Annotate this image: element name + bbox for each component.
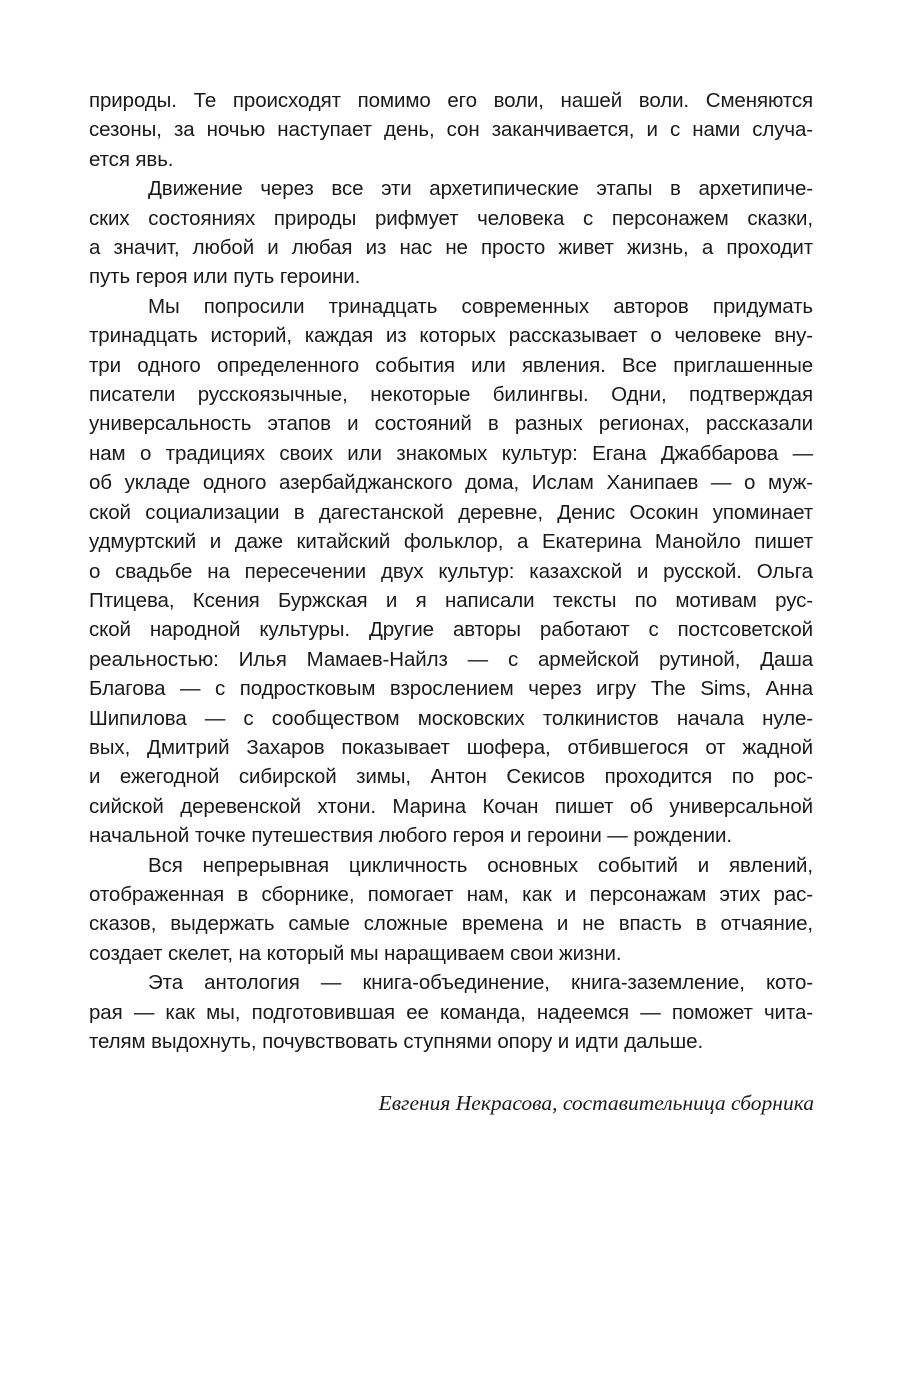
paragraph-3: [89, 292, 813, 851]
text-line: писатели русскоязычные, некоторые билингвы. Одни, подтверждая: [89, 383, 813, 407]
paragraph-5: [89, 968, 813, 1056]
text-line: ется явь.: [89, 147, 174, 171]
text-line: сказов, выдержать самые сложные времена и не впасть в отчаяние,: [89, 912, 813, 936]
text-line: отображенная в сборнике, помогает нам, как и персонажам этих рас-: [89, 882, 813, 906]
text-line: сезоны, за ночью наступает день, сон заканчивается, и с нами случа-: [89, 118, 813, 142]
text-line: рая — как мы, подготовившая ее команда, надеемся — поможет чита-: [89, 1000, 813, 1024]
text-line: удмуртский и даже китайский фольклор, а Екатерина Манойло пишет: [89, 530, 813, 554]
text-line: путь героя или путь героини.: [89, 265, 361, 289]
text-line: Движение через все эти архетипические этапы в архетипиче-: [148, 177, 813, 201]
paragraph-1: [89, 86, 813, 174]
text-line: вых, Дмитрий Захаров показывает шофера, отбившегося от жадной: [89, 735, 813, 759]
text-line: три одного определенного события или явления. Все приглашенные: [89, 353, 813, 377]
text-line: Мы попросили тринадцать современных авторов придумать: [148, 294, 813, 318]
text-line: Птицева, Ксения Буржская и я написали тексты по мотивам рус-: [89, 588, 813, 612]
text-line: нам о традициях своих или знакомых культур: Егана Джаббарова —: [89, 441, 813, 465]
text-line: начальной точке путешествия любого героя и героини — рождении.: [89, 824, 732, 848]
text-line: телям выдохнуть, почувствовать ступнями опору и идти дальше.: [89, 1030, 704, 1053]
paragraph-2: [89, 174, 813, 292]
paragraph-4: [89, 851, 813, 969]
text-line: реальностью: Илья Мамаев-Найлз — с армейской рутиной, Даша: [89, 647, 813, 671]
author-signature: Евгения Некрасова, составительница сборника: [378, 1091, 814, 1115]
text-line: универсальность этапов и состояний в разных регионах, рассказали: [89, 412, 813, 436]
text-line: Шипилова — с сообществом московских толкинистов начала нуле-: [89, 706, 813, 730]
text-line: Вся непрерывная цикличность основных событий и явлений,: [148, 853, 813, 877]
text-line: а значит, любой и любая из нас не просто живет жизнь, а проходит: [89, 236, 813, 260]
text-line: ской социализации в дагестанской деревне, Денис Осокин упоминает: [89, 500, 813, 524]
text-line: создает скелет, на который мы наращиваем свои жизни.: [89, 941, 622, 965]
text-line: и ежегодной сибирской зимы, Антон Секисов проходится по рос-: [89, 765, 813, 789]
text-line: Благова — с подростковым взрослением через игру The Sims, Анна: [89, 677, 813, 701]
text-line: ских состояниях природы рифмует человека с персонажем сказки,: [89, 206, 813, 230]
text-line: сийской деревенской хтони. Марина Кочан пишет об универсальной: [89, 794, 813, 818]
text-line: о свадьбе на пересечении двух культур: казахской и русской. Ольга: [89, 559, 813, 583]
text-line: об укладе одного азербайджанского дома, Ислам Ханипаев — о муж-: [89, 471, 813, 495]
body-text: [89, 86, 813, 1056]
text-line: ской народной культуры. Другие авторы работают с постсоветской: [89, 618, 813, 642]
text-line: тринадцать историй, каждая из которых рассказывает о человеке вну-: [89, 324, 813, 348]
text-line: природы. Те происходят помимо его воли, нашей воли. Сменяются: [89, 89, 813, 112]
text-line: Эта антология — книга-объединение, книга-заземление, кото-: [148, 971, 813, 995]
